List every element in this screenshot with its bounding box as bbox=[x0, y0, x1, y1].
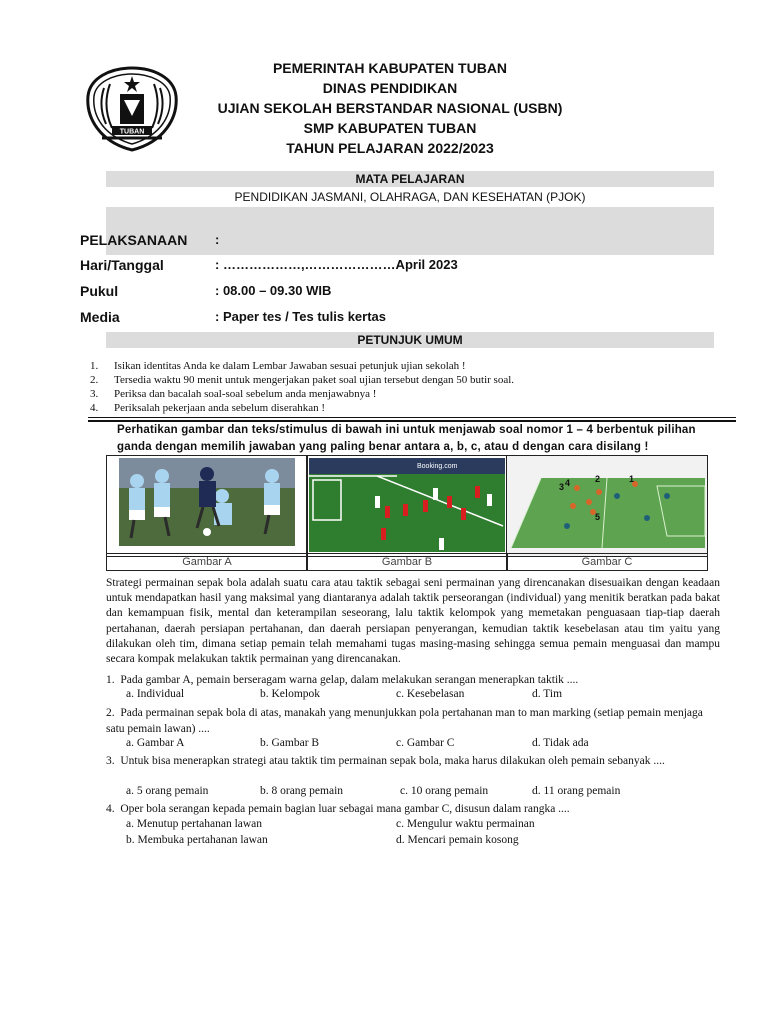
pelaksanaan-value: : bbox=[215, 232, 220, 247]
position-number: 5 bbox=[595, 512, 601, 522]
caption-gambar-b: Gambar B bbox=[306, 553, 508, 571]
petunjuk-title: PETUNJUK UMUM bbox=[357, 333, 463, 347]
position-number: 1 bbox=[629, 474, 635, 484]
gambar-b-image bbox=[307, 456, 507, 556]
gambar-b-frame bbox=[306, 455, 508, 557]
option-a[interactable]: a. Menutup pertahanan lawan bbox=[126, 818, 263, 830]
question-text: Oper bola serangan kepada pemain bagian luar sebagai mana gambar C, disusun dalam rangka .... bbox=[120, 803, 570, 815]
petunjuk-item: 4. Periksalah pekerjaan anda sebelum diserahkan ! bbox=[90, 402, 326, 414]
question-text: Pada gambar A, pemain berseragam warna gelap, dalam melakukan serangan menerapkan taktik .... bbox=[120, 674, 579, 686]
pukul-label: Pukul bbox=[80, 283, 119, 299]
question-number: 1. bbox=[106, 674, 115, 686]
option-c[interactable]: c. Kesebelasan bbox=[396, 688, 465, 700]
option-d[interactable]: d. Tim bbox=[532, 688, 563, 700]
gambar-a-image bbox=[107, 456, 307, 556]
stimulus-text: Strategi permainan sepak bola adalah suatu cara atau taktik sebagai seni permainan yang direncanakan disesuaikan dengan keadaan untuk mendapatkan hasil yang maksimal yang diantaranya adalah taktik perseorangan (individual) yang menitik beratkan pada bakat dan kemampuan fisik, mental dan keterampilan seseorang, lalu taktik kelompok yang memetakan penguasaan tiap-tiap daerah pertahanan, daerah persiapan pertahanan, dan daerah persiapan penyerangan, kemudian taktik kesebelasan atau tim yaitu yang dilakukan oleh tim, dimana setiap pemain telah memahami tugas masing-masing sehingga semua pemain menguasai dan mampu secara kompak melakukan taktik permainan yang direncanakan. bbox=[106, 577, 720, 666]
position-number: 3 bbox=[559, 482, 565, 492]
media-label: Media bbox=[80, 309, 120, 325]
petunjuk-item: 1. Isikan identitas Anda ke dalam Lembar Jawaban sesuai petunjuk ujian sekolah ! bbox=[90, 360, 466, 372]
subject-name: PENDIDIKAN JASMANI, OLAHRAGA, DAN KESEHATAN (PJOK) bbox=[234, 190, 586, 204]
subject-label: MATA PELAJARAN bbox=[355, 172, 465, 186]
question-number: 3. bbox=[106, 755, 115, 767]
option-b[interactable]: b. Membuka pertahanan lawan bbox=[126, 834, 268, 846]
hari-value: : ………………,…………………April 2023 bbox=[215, 257, 458, 272]
question-3 bbox=[106, 753, 712, 769]
divider bbox=[88, 417, 736, 418]
option-a[interactable]: a. Gambar A bbox=[126, 737, 185, 749]
gambar-c-frame bbox=[506, 455, 708, 557]
petunjuk-item: 3. Periksa dan bacalah soal-soal sebelum anda menjawabnya ! bbox=[90, 388, 377, 400]
header-line-5: TAHUN PELAJARAN 2022/2023 bbox=[286, 140, 494, 156]
caption-gambar-a: Gambar A bbox=[106, 553, 308, 571]
question-number: 2. bbox=[106, 707, 115, 719]
instruction-text: Perhatikan gambar dan teks/stimulus di bawah ini untuk menjawab soal nomor 1 – 4 berbentuk pilihan ganda dengan memilih jawaban yang paling benar antara a, b, c, atau d dengan cara disilang ! bbox=[117, 424, 696, 453]
option-d[interactable]: d. 11 orang pemain bbox=[532, 785, 621, 797]
info-bar bbox=[106, 207, 714, 255]
booking-banner: Booking.com bbox=[417, 463, 458, 470]
position-number: 2 bbox=[595, 474, 601, 484]
header-line-2: DINAS PENDIDIKAN bbox=[322, 80, 458, 96]
petunjuk-item: 2. Tersedia waktu 90 menit untuk mengerjakan paket soal ujian tersebut dengan 50 butir soal. bbox=[90, 374, 515, 386]
question-text: Untuk bisa menerapkan strategi atau taktik tim permainan sepak bola, maka harus dilakukan oleh pemain sebanyak .... bbox=[120, 755, 665, 767]
header-line-1: PEMERINTAH KABUPATEN TUBAN bbox=[272, 60, 508, 76]
position-number: 4 bbox=[565, 478, 571, 488]
pukul-value: : 08.00 – 09.30 WIB bbox=[215, 283, 332, 298]
hari-label: Hari/Tanggal bbox=[80, 257, 164, 273]
gambar-a-frame bbox=[106, 455, 308, 557]
tuban-logo bbox=[84, 66, 180, 152]
option-a[interactable]: a. 5 orang pemain bbox=[126, 785, 209, 797]
option-b[interactable]: b. Gambar B bbox=[260, 737, 320, 749]
question-number: 4. bbox=[106, 803, 115, 815]
logo-text: TUBAN bbox=[119, 128, 145, 136]
option-a[interactable]: a. Individual bbox=[126, 688, 185, 700]
caption-gambar-c: Gambar C bbox=[506, 553, 708, 571]
gambar-c-image bbox=[507, 456, 707, 556]
media-value: : Paper tes / Tes tulis kertas bbox=[215, 309, 386, 324]
question-1 bbox=[106, 672, 716, 688]
option-c[interactable]: c. Gambar C bbox=[396, 737, 455, 749]
header-line-4: SMP KABUPATEN TUBAN bbox=[303, 120, 477, 136]
option-c[interactable]: c. Mengulur waktu permainan bbox=[396, 818, 535, 830]
question-2 bbox=[106, 705, 712, 737]
question-4 bbox=[106, 801, 716, 817]
question-text: Pada permainan sepak bola di atas, manakah yang menunjukkan pola pertahanan man to man marking (setiap pemain menjaga satu pemain lawan) .... bbox=[106, 707, 703, 735]
option-b[interactable]: b. 8 orang pemain bbox=[260, 785, 344, 797]
option-d[interactable]: d. Mencari pemain kosong bbox=[396, 834, 519, 846]
option-d[interactable]: d. Tidak ada bbox=[532, 737, 589, 749]
option-c[interactable]: c. 10 orang pemain bbox=[400, 785, 489, 797]
header-line-3: UJIAN SEKOLAH BERSTANDAR NASIONAL (USBN) bbox=[217, 100, 563, 116]
option-b[interactable]: b. Kelompok bbox=[260, 688, 321, 700]
pelaksanaan-label: PELAKSANAAN bbox=[80, 232, 188, 248]
